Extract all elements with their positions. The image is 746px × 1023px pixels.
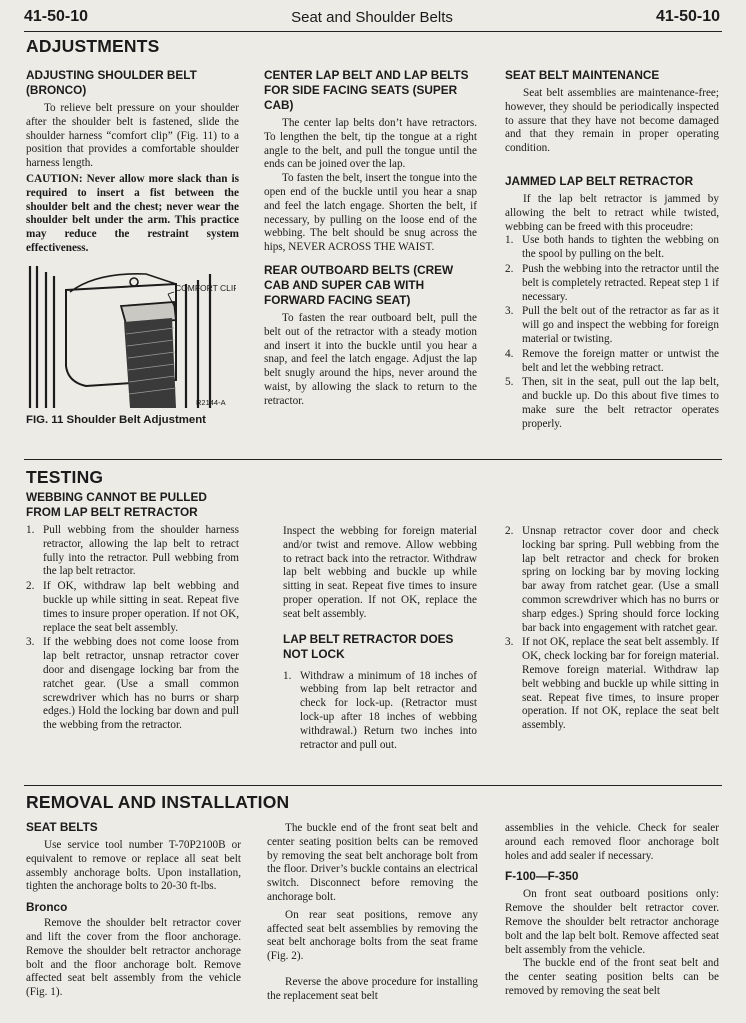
testing-steps — [26, 524, 239, 733]
paragraph: Remove the shoulder belt retractor cover and lift the cover from the floor anchorage. Remove the shoulder belt retractor anchorage bolt and the floor anchorage bolt. Remove affected seat belt assembly from the vehicle (Fig. 1). — [26, 917, 241, 999]
testing-column-2 — [283, 525, 477, 753]
section-heading-removal: REMOVAL AND INSTALLATION — [26, 792, 290, 812]
paragraph: The buckle end of the front seat belt and the center seating position belts can be removed by removing the seat belt — [505, 957, 719, 997]
testing-column-1 — [26, 490, 239, 734]
subheading-lap-belt-does-not-lock: LAP BELT RETRACTOR DOES NOT LOCK — [283, 631, 454, 661]
testing-column-3 — [505, 525, 719, 734]
adjustments-column-1 — [26, 68, 239, 426]
paragraph: Inspect the webbing for foreign material and/or twist and remove. Allow webbing to retract back into the retractor. Withdraw lap belt webbing and buckle up while sitting in seat. Repeat five times to insure proper operation. If not OK, replace the seat belt assembly. — [283, 525, 477, 620]
paragraph: If the lap belt retractor is jammed by allowing the belt to retract while twisted, webbing can be freed with this proceudre: — [505, 192, 719, 233]
shoulder-belt-illustration — [26, 262, 236, 410]
list-item: 3. If not OK, replace the seat belt assembly. If OK, check locking bar for foreign material. Remove foreign material. Withdraw lap belt webbing and buckle up while sitting in seat. Repeat five times, to insure proper operation. If not OK, replace the seat belt assembly. — [505, 636, 719, 732]
removal-column-3 — [505, 822, 719, 999]
subheading-seat-belts: SEAT BELTS — [26, 820, 98, 834]
paragraph: The buckle end of the front seat belt and center seating position belts can be removed by removing the seat belt anchorage bolt from the floor. Driver’s buckle contains an electrical switch. Disconnect before removing the anchorage bolt. — [267, 822, 478, 903]
paragraph: On rear seat positions, remove any affected seat belt assemblies by removing the seat belt anchorage bolts from the seat frame (Fig. 2). — [267, 908, 478, 963]
header-rule — [24, 31, 722, 32]
figure-code: R2144-A — [196, 397, 226, 407]
list-item: 2. Push the webbing into the retractor until the belt is completely retracted. Repeat step 1 if necessary. — [505, 262, 719, 303]
list-item: 2. Unsnap retractor cover door and check locking bar spring. Pull webbing from the lap belt retractor and check for broken spring on locking bar by moving locking bar away from ratchet gear. (Use a small common screwdriver which has no burrs or sharp edges.) Spring should force locking bar back into engagement with ratchet gear. — [505, 525, 719, 634]
adjustments-column-2 — [264, 68, 477, 409]
list-item: 4. Remove the foreign matter or untwist the belt and let the webbing retract. — [505, 347, 719, 374]
section-rule-removal — [24, 785, 722, 786]
paragraph: Seat belt assemblies are maintenance-free; however, they should be periodically inspected to assure that they have not become damaged and that they remain in proper operating condition. — [505, 87, 719, 155]
caution-note: CAUTION: Never allow more slack than is required to insert a fist between the shoulder belt and the chest; never wear the shoulder belt under the arm. This practice may reduce the restraint system effectiveness. — [26, 172, 239, 254]
subheading-f100-f350: F-100—F-350 — [505, 869, 579, 884]
section-heading-testing: TESTING — [26, 467, 104, 487]
subheading-center-lap-belt: CENTER LAP BELT AND LAP BELTS FOR SIDE FACING SEATS (SUPER CAB) — [264, 68, 469, 112]
paragraph: To fasten the belt, insert the tongue into the open end of the buckle until you hear a snap and feel the latch engage. Shorten the belt, if necessary, by pulling on the loose end of the webbing. The belt should be snug across the hips, NEVER ACROSS THE WAIST. — [264, 172, 477, 254]
section-heading-adjustments: ADJUSTMENTS — [26, 36, 160, 56]
list-item: 1. Use both hands to tighten the webbing on the spool by pulling on the belt. — [505, 234, 719, 261]
subheading-webbing-cannot-be-pulled: WEBBING CANNOT BE PULLED FROM LAP BELT RETRACTOR — [26, 490, 207, 519]
list-item: 3. If the webbing does not come loose from lap belt retractor, unsnap retractor cover door and disengage locking bar from the ratchet gear. (Use a small common screwdriver which has no burrs or sharp edges.) Hold the locking bar down and pull the webbing from the retractor. — [26, 636, 239, 732]
subheading-shoulder-belt: ADJUSTING SHOULDER BELT (BRONCO) — [26, 68, 197, 97]
page-header — [24, 8, 720, 30]
lock-test-steps — [283, 670, 477, 753]
paragraph: The center lap belts don’t have retractors. To lengthen the belt, tip the tongue at a right angle to the belt, and pull the tongue until the ends can be joined over the lap. — [264, 117, 477, 171]
figure-caption: FIG. 11 Shoulder Belt Adjustment — [26, 413, 206, 426]
subheading-seat-belt-maintenance: SEAT BELT MAINTENANCE — [505, 68, 660, 82]
figure-shoulder-belt — [26, 262, 236, 410]
jammed-retractor-steps — [505, 234, 719, 431]
adjustments-column-3 — [505, 68, 719, 433]
paragraph: On front seat outboard positions only: Remove the shoulder belt retractor cover. Remove the shoulder belt retractor anchorage bolt and the lap belt bolt. Remove affected seat belt assembly from the vehicle. — [505, 888, 719, 956]
paragraph: To relieve belt pressure on your shoulder after the shoulder belt is fastened, slide the shoulder harness “comfort clip” (Fig. 11) to a position that provides a comfortable shoulder harness length. — [26, 102, 239, 170]
subheading-jammed-retractor: JAMMED LAP BELT RETRACTOR — [505, 173, 694, 188]
paragraph: Use service tool number T-70P2100B or equivalent to remove or replace all seat belt assembly anchorage bolts. Upon installation, tighten the anchorage bolts to 20-30 ft-lbs. — [26, 839, 241, 893]
list-item: 5. Then, sit in the seat, pull out the lap belt, and buckle up. Do this about five times to make sure the belt retractor operates properly. — [505, 376, 719, 430]
page-number-left: 41-50-10 — [24, 8, 89, 25]
list-item: 1. Pull webbing from the shoulder harness retractor, allowing the lap belt to retract fully into the retractor. Pull webbing from the lap belt retractor. — [26, 524, 239, 578]
paragraph: assemblies in the vehicle. Check for sealer around each removed floor anchorage bolt holes and add sealer if necessary. — [505, 822, 719, 862]
page-number-right: 41-50-10 — [655, 8, 720, 25]
lock-test-steps-continued — [505, 525, 719, 733]
list-item: 3. Pull the belt out of the retractor as far as it will go and inspect the webbing for foreign material or twisting. — [505, 305, 719, 345]
list-item: 2. If OK, withdraw lap belt webbing and buckle up while sitting in seat. Repeat five times to insure proper operation. If not OK, replace the seat belt assembly. — [26, 580, 239, 634]
section-rule-testing — [24, 459, 722, 460]
running-title: Seat and Shoulder Belts — [291, 9, 453, 26]
list-item: 1. Withdraw a minimum of 18 inches of webbing from lap belt retractor and check for lock-up. (Retractor must lock-up after 18 inches of webbing withdrawal.) Return two inches into retractor and pull out. — [283, 669, 477, 751]
paragraph: Reverse the above procedure for installing the replacement seat belt — [267, 975, 478, 1002]
removal-column-1 — [26, 820, 241, 1000]
removal-column-2 — [267, 822, 478, 1004]
subheading-rear-outboard-belts: REAR OUTBOARD BELTS (CREW CAB AND SUPER CAB WITH FORWARD FACING SEAT) — [264, 262, 454, 307]
paragraph: To fasten the rear outboard belt, pull the belt out of the retractor with a steady motion and insert it into the buckle until you hear a snap, and feel the latch engage. Adjust the lap belt snugly around the hips, never around the waist, by allowing the slack to return to the retractor. — [264, 311, 477, 407]
figure-callout-comfort-clip: COMFORT CLIP — [175, 282, 236, 293]
subheading-bronco: Bronco — [26, 900, 68, 915]
